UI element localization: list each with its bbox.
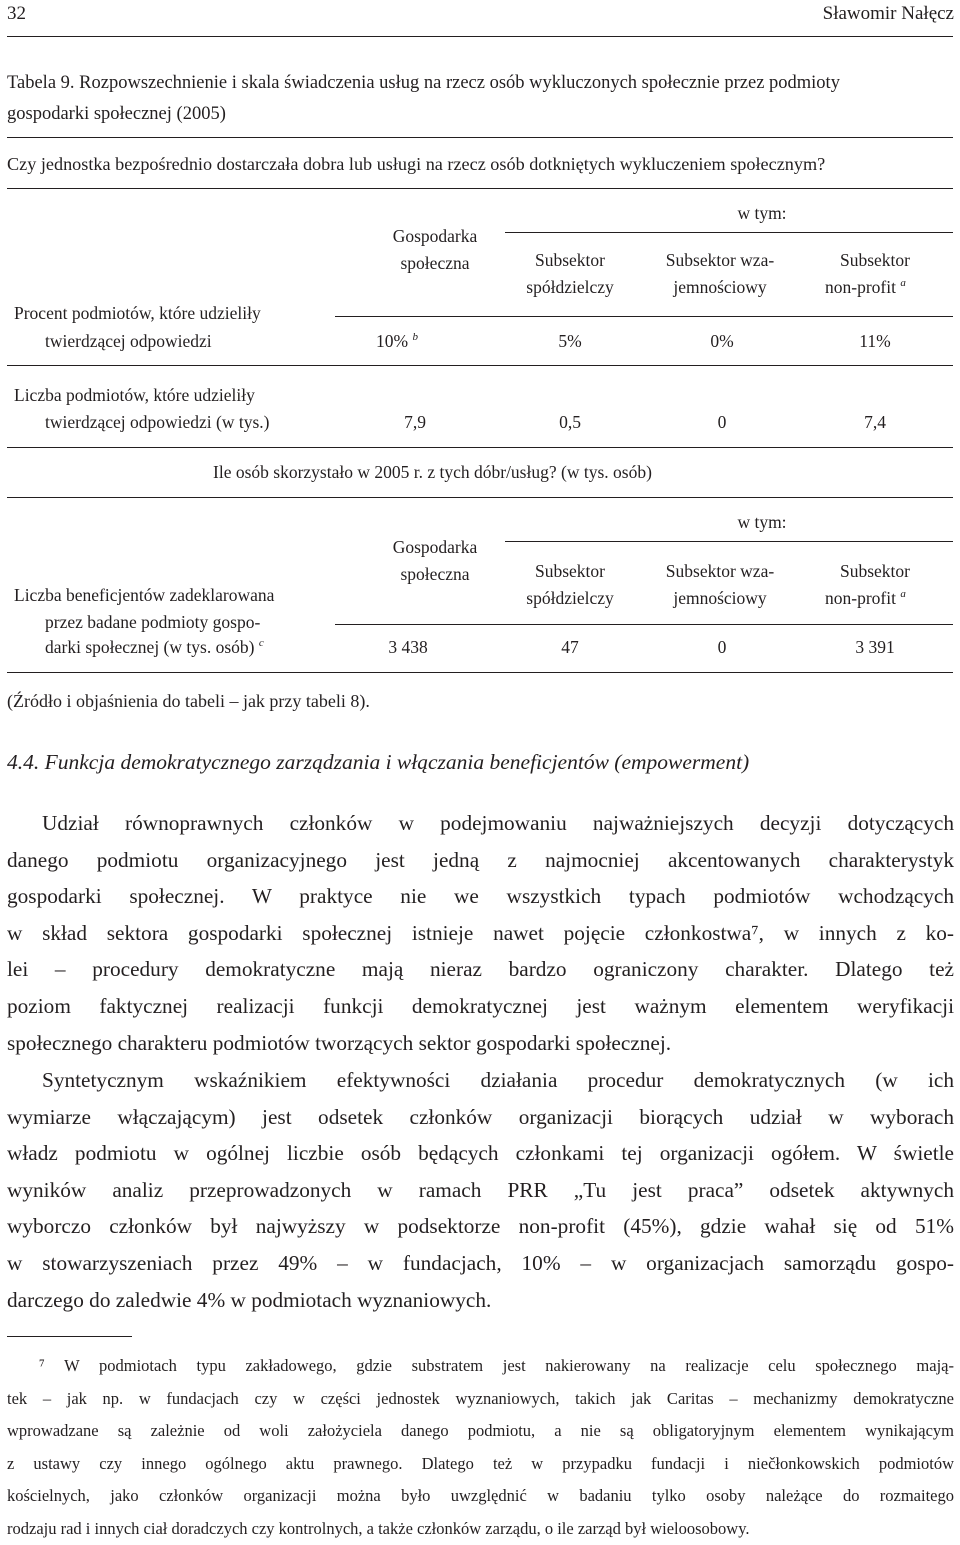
table-question-1: Czy jednostka bezpośrednio dostarczała dobra lub usługi na rzecz osób dotkniętych wykluczeniem społecznym? [7, 154, 825, 175]
page-number: 32 [7, 3, 26, 25]
row-2-value-spoldzielczy: 0,5 [520, 412, 620, 433]
row-2-value-wzajemnosciowy: 0 [672, 412, 772, 433]
table-source-note: (Źródło i objaśnienia do tabeli – jak przy tabeli 8). [7, 691, 370, 712]
w-tym-2-rule [505, 541, 953, 542]
table-top-rule [7, 137, 953, 138]
paragraph-2-line: wymiarze włączającym) jest odsetek członków organizacji biorących udział w wyborach [7, 1099, 954, 1136]
row-3-value-spoldzielczy: 47 [520, 637, 620, 658]
w-tym-rule [505, 232, 953, 233]
row-2-value-nonprofit: 7,4 [825, 412, 925, 433]
paragraph-1-line: danego podmiotu organizacyjnego jest jedną z najmocniej akcentowanych charakterystyk [7, 842, 954, 879]
col-header-2-wzajemnosciowy-2: jemnościowy [625, 588, 815, 609]
footnote-line: z ustawy czy innego ogólnego aktu prawnego. Dlatego też w przypadku fundacji i niečłonkowskich podmiotów [7, 1448, 954, 1481]
paragraph-2-line: darczego do zaledwie 4% w podmiotach wyznaniowych. [7, 1282, 954, 1319]
col-header-2-wzajemnosciowy-1: Subsektor wza- [625, 561, 815, 582]
col-header-gospodarka-1: Gospodarka [335, 226, 535, 247]
footnote-line: wprowadzane są zależnie od woli założyciela danego podmiotu, a nie są obligatoryjnym elementem wynikającym [7, 1415, 954, 1448]
row-1-value-nonprofit: 11% [825, 331, 925, 352]
col-header-spoldzielczy-2: spółdzielczy [480, 277, 660, 298]
row-1-value-gospodarka: 10% $^b$ [376, 331, 418, 352]
paragraph-2-line: Syntetycznym wskaźnikiem efektywności działania procedur demokratycznych (w ich [7, 1062, 954, 1099]
col-header-2-gospodarka-2: społeczna [335, 564, 535, 585]
col-header-nonprofit-1: Subsektor [785, 250, 960, 271]
row-1-label-line-2: twierdzącej odpowiedzi [45, 331, 212, 352]
col-header-gospodarka-2: społeczna [335, 253, 535, 274]
footnote-marker-b: b [412, 331, 418, 343]
footnote-marker-a-2: a [900, 588, 906, 600]
col-header-2-gospodarka-1: Gospodarka [335, 537, 535, 558]
row-1-rule [7, 365, 953, 366]
col-header-2-spoldzielczy-1: Subsektor [480, 561, 660, 582]
question-2-rule [7, 497, 953, 498]
paragraph-1 [7, 805, 954, 1061]
footnote-marker-a: a [900, 277, 906, 289]
col-header-2-spoldzielczy-2: spółdzielczy [480, 588, 660, 609]
paragraph-1-line: lei – procedury demokratyczne mają nieraz bardzo ograniczony charakter. Dlatego też [7, 951, 954, 988]
footnote-separator [7, 1336, 132, 1337]
table-bottom-rule [7, 672, 953, 673]
row-3-label-line-2: przez badane podmioty gospo- [45, 612, 260, 633]
footnote-line: tek – jak np. w fundacjach czy w części jednostek wyznaniowych, takich jak Caritas – mechanizmy demokratyczne [7, 1383, 954, 1416]
paragraph-1-line: poziom faktycznej realizacji funkcji demokratycznej jest ważnym elementem weryfikacji [7, 988, 954, 1025]
question-1-rule [7, 188, 953, 189]
footnote-marker-c: c [259, 637, 264, 649]
footnote-line: kościelnych, jako członków organizacji można było uwzględnić w badaniu tylko osoby należące do rozmaitego [7, 1480, 954, 1513]
paragraph-2 [7, 1062, 954, 1318]
col-header-wzajemnosciowy-2: jemnościowy [625, 277, 815, 298]
footnote-line: ⁷ W podmiotach typu zakładowego, gdzie substratem jest nakierowany na realizacje celu społecznego mają- [7, 1350, 954, 1383]
paragraph-2-line: wyników analiz przeprowadzonych w ramach PRR „Tu jest praca” odsetek aktywnych [7, 1172, 954, 1209]
paragraph-2-line: wyborczo członków był najwyższy w podsektorze non-profit (45%), gdzie wahał się od 51% [7, 1208, 954, 1245]
row-2-label-line-1: Liczba podmiotów, które udzieliły [14, 385, 255, 406]
row-3-label-line-1: Liczba beneficjentów zadeklarowana [14, 585, 274, 606]
row-2-value-gospodarka: 7,9 [365, 412, 465, 433]
paragraph-2-line: władz podmiotu w ogólnej liczbie osób będących członkami tej organizacji ogółem. W świetle [7, 1135, 954, 1172]
col-header-2-nonprofit-2: non-profit $^a$ [825, 588, 906, 609]
row-1-value-spoldzielczy: 5% [520, 331, 620, 352]
col-header-nonprofit-2: non-profit $^a$ [825, 277, 906, 298]
col-header-2-nonprofit-1: Subsektor [785, 561, 960, 582]
paragraph-1-line: Udział równoprawnych członków w podejmowaniu najważniejszych decyzji dotyczących [7, 805, 954, 842]
table-caption-line-1: Tabela 9. Rozpowszechnienie i skala świadczenia usług na rzecz osób wykluczonych społecznie przez podmioty [7, 73, 840, 94]
table-question-2: Ile osób skorzystało w 2005 r. z tych dóbr/usług? (w tys. osób) [213, 462, 652, 483]
header-2-bottom-rule [335, 624, 953, 625]
row-3-value-gospodarka: 3 438 [358, 637, 458, 658]
col-header-wzajemnosciowy-1: Subsektor wza- [625, 250, 815, 271]
section-title: 4.4. Funkcja demokratycznego zarządzania i włączania beneficjentów (empowerment) [7, 750, 749, 775]
table-caption-line-2: gospodarki społecznej (2005) [7, 104, 226, 125]
row-3-value-nonprofit: 3 391 [825, 637, 925, 658]
paragraph-1-line: gospodarki społecznej. W praktyce nie we wszystkich typach podmiotów wchodzących [7, 878, 954, 915]
paragraph-1-line: społecznego charakteru podmiotów tworzących sektor gospodarki społecznej. [7, 1025, 954, 1062]
row-3-value-wzajemnosciowy: 0 [672, 637, 772, 658]
row-1-value-wzajemnosciowy: 0% [672, 331, 772, 352]
row-2-label-line-2: twierdzącej odpowiedzi (w tys.) [45, 412, 270, 433]
col-header-w-tym: w tym: [667, 203, 857, 224]
header-bottom-rule [335, 316, 953, 317]
running-header-author: Sławomir Nałęcz [823, 3, 954, 25]
row-3-label-line-3: darki społecznej (w tys. osób) $^c$ [45, 637, 264, 658]
row-2-rule [7, 447, 953, 448]
paragraph-1-line: w skład sektora gospodarki społecznej istnieje nawet pojęcie członkostwa⁷, w innych z ko- [7, 915, 954, 952]
col-header-2-w-tym: w tym: [667, 512, 857, 533]
header-rule [7, 36, 953, 37]
footnote-7 [7, 1350, 954, 1545]
col-header-spoldzielczy-1: Subsektor [480, 250, 660, 271]
paragraph-2-line: w stowarzyszeniach przez 49% – w fundacjach, 10% – w organizacjach samorządu gospo- [7, 1245, 954, 1282]
footnote-line: rodzaju rad i innych ciał doradczych czy kontrolnych, a także członków zarządu, o ile zarząd był wieloosobowy. [7, 1513, 954, 1545]
row-1-label-line-1: Procent podmiotów, które udzieliły [14, 303, 261, 324]
